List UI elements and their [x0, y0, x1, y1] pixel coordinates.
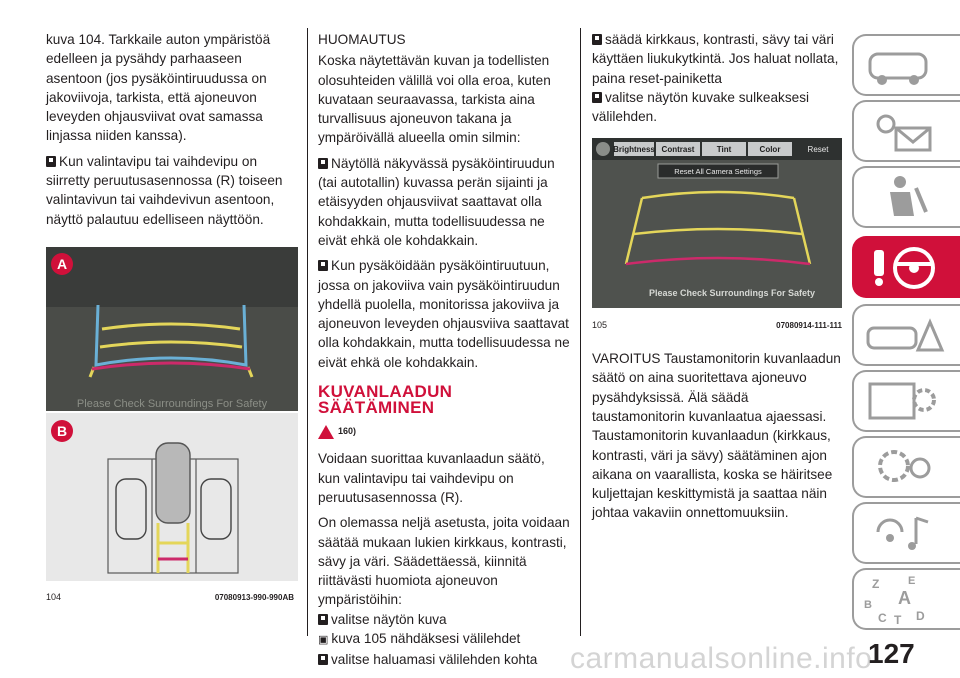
- checkbox-bullet-icon: [318, 260, 328, 271]
- index-icon: [854, 570, 954, 628]
- bullet-item: Näytöllä näkyvässä pysäköintiruudun (tai autotallin) kuvassa perän sijainti ja etäisyyden ohjausviivat saattavat olla kohdakkain, mutta todellisuudessa ne eivät ehkä ole kohdakkain.: [318, 155, 555, 248]
- warning-lights-icon: [854, 102, 954, 160]
- svg-text:A: A: [56, 255, 68, 272]
- step-item: valitse haluamasi välilehden kohta: [318, 650, 570, 669]
- steering-icon: [854, 238, 954, 296]
- paragraph: On olemassa neljä asetusta, joita voidaan säätää mukaan lukien kirkkaus, kontrasti, sävy ja väri. Säädettäessä, kiinnitä riittävästi huomiota ajoneuvon ympäristöihin:: [318, 515, 570, 608]
- chapter-tab-vehicle[interactable]: [852, 34, 960, 96]
- note-text: Koska näytettävän kuvan ja todellisten olosuhteiden välillä voi olla eroa, kuten kuvataan seuraavassa, tarkista aina turvallisuus ajoneuvon takana ja ympäröivällä alueella omin silmin:: [318, 53, 551, 146]
- svg-text:Brightness: Brightness: [613, 145, 655, 155]
- page-number: 127: [868, 638, 915, 669]
- warning-triangle-icon: [318, 425, 334, 439]
- svg-text:E: E: [908, 575, 916, 587]
- column-2: [318, 30, 570, 670]
- warning-reference: 160): [318, 422, 570, 441]
- paragraph: kuva 104. Tarkkaile auton ympäristöä edelleen ja pysähdy parhaaseen asentoon (jos pysäköintiruudussa on jakoviivoja, tarkista, että ajoneuvon leveyden ohjausviivat ovat samassa linjassa niiden kanssa).: [46, 32, 271, 144]
- svg-text:Reset: Reset: [807, 145, 829, 155]
- checkbox-bullet-icon: [592, 34, 602, 45]
- svg-text:Z: Z: [872, 577, 880, 591]
- watermark: carmanualsonline.info: [570, 642, 873, 675]
- svg-text:Color: Color: [759, 145, 781, 155]
- chapter-tab-maintenance[interactable]: [852, 370, 960, 432]
- checkbox-bullet-icon: [318, 158, 328, 169]
- svg-text:Tint: Tint: [716, 145, 732, 155]
- step-item: valitse näytön kuva: [318, 610, 570, 629]
- column-1: [46, 30, 294, 608]
- svg-text:B: B: [56, 422, 68, 439]
- column-3: [592, 30, 842, 529]
- figure-code: 07080914-111-111: [776, 320, 842, 330]
- maintenance-icon: [854, 372, 954, 430]
- svg-text:T: T: [894, 613, 902, 627]
- svg-text:Contrast: Contrast: [661, 145, 695, 155]
- figure-number: 105: [592, 319, 608, 330]
- car-icon: [854, 36, 954, 94]
- figure-ref-icon: ▣: [318, 634, 329, 647]
- bullet-item: Kun pysäköidään pysäköintiruutuun, jossa on jakoviiva vain pysäköintiruudun yhdellä puolella, monitorissa jakoviiva ja ajoneuvon leveyden ohjausviiva saattavat olla kohdakkain, mutta todellisuudessa ne eivät ehkä ole kohdakkain.: [318, 258, 570, 370]
- svg-text:Reset All Camera Settings: Reset All Camera Settings: [674, 167, 762, 177]
- breakdown-icon: [854, 306, 954, 364]
- chapter-tab-specs[interactable]: [852, 436, 960, 498]
- parking-camera-illustration: [46, 247, 298, 581]
- figure-number: 104: [46, 592, 62, 603]
- column-divider: [307, 28, 308, 636]
- bullet-item: Kun valintavipu tai vaihdevipu on siirretty peruutusasennossa (R) toiseen valintavivun tai vaihdevivun asentoon, näyttö palautuu edelliseen näyttöön.: [46, 153, 283, 227]
- chapter-tab-warnings[interactable]: [852, 100, 960, 162]
- svg-text:Please Check Surroundings For: Please Check Surroundings For Safety: [76, 397, 268, 410]
- note-title: HUOMAUTUS: [318, 32, 406, 47]
- step-item: säädä kirkkaus, kontrasti, sävy tai väri käyttäen liukukytkintä. Jos haluat nollata, paina reset-painiketta: [592, 32, 839, 86]
- step-item: valitse näytön kuvake sulkeaksesi välilehden.: [592, 89, 810, 125]
- step-item: ▣ kuva 105 nähdäksesi välilehdet: [318, 631, 521, 647]
- figure-code: 07080913-990-990AB: [214, 593, 294, 603]
- svg-text:D: D: [916, 609, 925, 623]
- specs-icon: [854, 438, 954, 496]
- paragraph: Voidaan suorittaa kuvanlaadun säätö, kun valintavipu tai vaihdevipu on peruutusasennossa (R).: [318, 451, 545, 505]
- column-divider: [580, 28, 581, 636]
- checkbox-bullet-icon: [46, 156, 56, 167]
- figure-caption: [46, 588, 294, 607]
- chapter-tab-multimedia[interactable]: [852, 502, 960, 564]
- figure-caption: [592, 316, 842, 335]
- figure-105: [592, 138, 842, 335]
- safety-icon: [854, 168, 954, 226]
- svg-text:B: B: [864, 599, 872, 611]
- checkbox-bullet-icon: [592, 92, 602, 103]
- chapter-tab-driving[interactable]: [852, 236, 960, 298]
- multimedia-icon: [854, 504, 954, 562]
- section-heading: KUVANLAADUN SÄÄTÄMINEN: [318, 382, 453, 418]
- checkbox-bullet-icon: [318, 614, 328, 625]
- warning-text: VAROITUS Taustamonitorin kuvanlaadun säätö on aina suoritettava ajoneuvo pysähdyksissä. Älä säädä taustamonitorin kuvanlaatua ajaessasi. Taustamonitorin kuvanlaadun (kirkkaus, kontrasti, väri ja sävy) säätäminen ajon aikana on vaarallista, koska se häiritsee kuljettajan keskittymistä ja saattaa näin johtaa vakaviin onnettomuuksiin.: [592, 351, 841, 521]
- svg-text:Please Check Surroundings For: Please Check Surroundings For Safety: [648, 288, 816, 299]
- chapter-tab-safety[interactable]: [852, 166, 960, 228]
- camera-settings-screen: [592, 138, 842, 308]
- chapter-tab-index[interactable]: [852, 568, 960, 630]
- svg-text:C: C: [878, 611, 887, 625]
- svg-text:A: A: [898, 588, 911, 608]
- chapter-tab-emergency[interactable]: [852, 304, 960, 366]
- checkbox-bullet-icon: [318, 654, 328, 665]
- figure-104: [46, 247, 294, 608]
